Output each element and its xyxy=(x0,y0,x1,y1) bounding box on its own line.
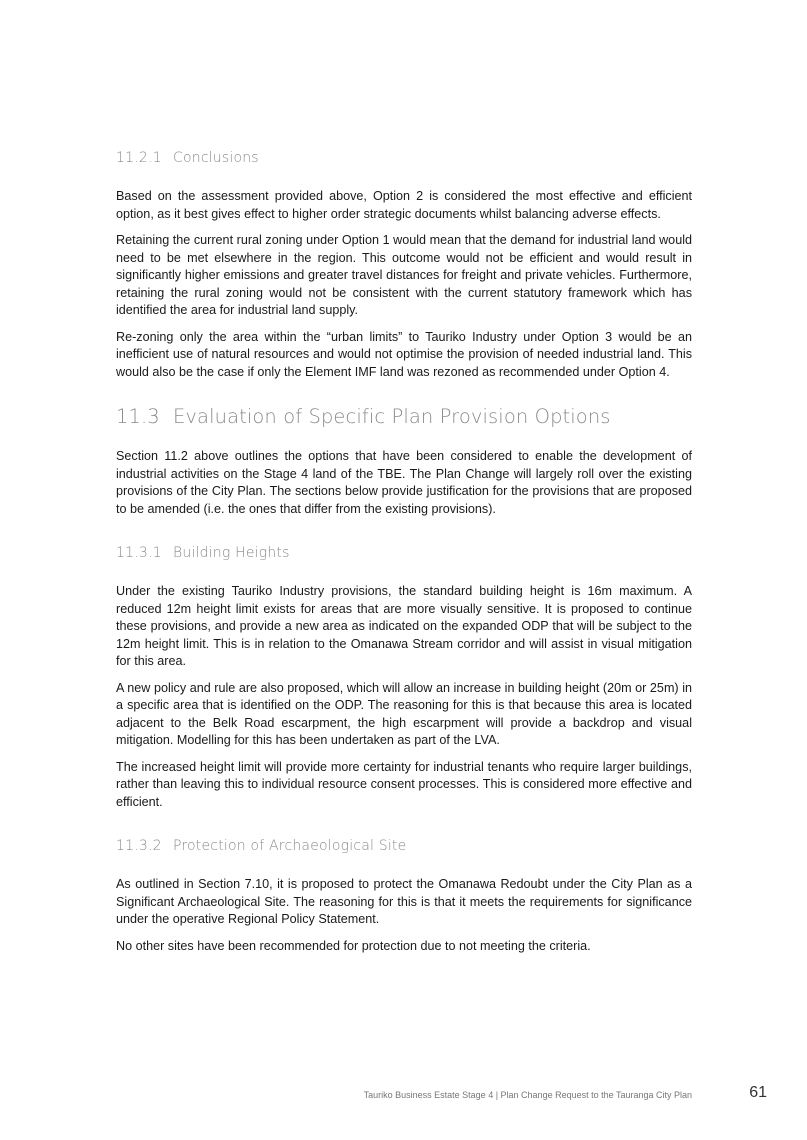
footer-text: Tauriko Business Estate Stage 4 | Plan Change Request to the Tauranga City Plan xyxy=(363,1090,692,1100)
section-title: Building Heights xyxy=(173,545,290,561)
section-number: 11.3 xyxy=(116,405,160,428)
document-body xyxy=(116,148,692,964)
paragraph: Section 11.2 above outlines the options that have been considered to enable the development of industrial activities on the Stage 4 land of the TBE. The Plan Change will largely roll over the existing provisions of the City Plan. The sections below provide justification for the provisions that are proposed to be amended (i.e. the ones that differ from the existing provisions). xyxy=(116,449,692,516)
section-heading-11-3-1 xyxy=(116,543,692,563)
section-title: Protection of Archaeological Site xyxy=(173,838,407,854)
section-number: 11.3.2 xyxy=(116,838,162,854)
page-footer xyxy=(0,1084,807,1108)
paragraph: Based on the assessment provided above, Option 2 is considered the most effective and efficient option, as it best gives effect to higher order strategic documents whilst balancing adverse effects. xyxy=(116,189,692,221)
section-heading-11-3 xyxy=(116,404,692,430)
page-number: 61 xyxy=(749,1084,767,1101)
section-heading-11-3-2 xyxy=(116,836,692,856)
paragraph: Under the existing Tauriko Industry provisions, the standard building height is 16m maximum. A reduced 12m height limit exists for areas that are more visually sensitive. It is proposed to continue these provisions, and provide a new area as indicated on the expanded ODP that will be subject to the 12m height limit. This is in relation to the Omanawa Stream corridor and will assist in visual mitigation for this area. xyxy=(116,584,692,668)
paragraph: As outlined in Section 7.10, it is proposed to protect the Omanawa Redoubt under the City Plan as a Significant Archaeological Site. The reasoning for this is that it meets the requirements for significance under the operative Regional Policy Statement. xyxy=(116,877,692,926)
section-number: 11.3.1 xyxy=(116,545,162,561)
section-title: Evaluation of Specific Plan Provision Options xyxy=(173,405,611,428)
section-heading-11-2-1 xyxy=(116,148,692,168)
paragraph: Retaining the current rural zoning under Option 1 would mean that the demand for industrial land would need to be met elsewhere in the region. This outcome would not be efficient and would result in significantly higher emissions and greater travel distances for freight and private vehicles. Furthermore, retaining the rural zoning would not be consistent with the current statutory framework which has identified the area for industrial land supply. xyxy=(116,233,692,317)
paragraph: Re-zoning only the area within the “urban limits” to Tauriko Industry under Option 3 would be an inefficient use of natural resources and would not optimise the provision of needed industrial land. This would also be the case if only the Element IMF land was rezoned as recommended under Option 4. xyxy=(116,329,692,379)
paragraph: The increased height limit will provide more certainty for industrial tenants who require larger buildings, rather than leaving this to individual resource consent processes. This is considered more effective and efficient. xyxy=(116,759,692,809)
paragraph: No other sites have been recommended for protection due to not meeting the criteria. xyxy=(116,938,591,953)
paragraph: A new policy and rule are also proposed, which will allow an increase in building height (20m or 25m) in a specific area that is identified on the ODP. The reasoning for this is that because this area is located adjacent to the Belk Road escarpment, the high escarpment will provide a backdrop and visual mitigation. Modelling for this has been undertaken as part of the LVA. xyxy=(116,680,692,747)
section-number: 11.2.1 xyxy=(116,150,162,166)
section-title: Conclusions xyxy=(173,150,259,166)
